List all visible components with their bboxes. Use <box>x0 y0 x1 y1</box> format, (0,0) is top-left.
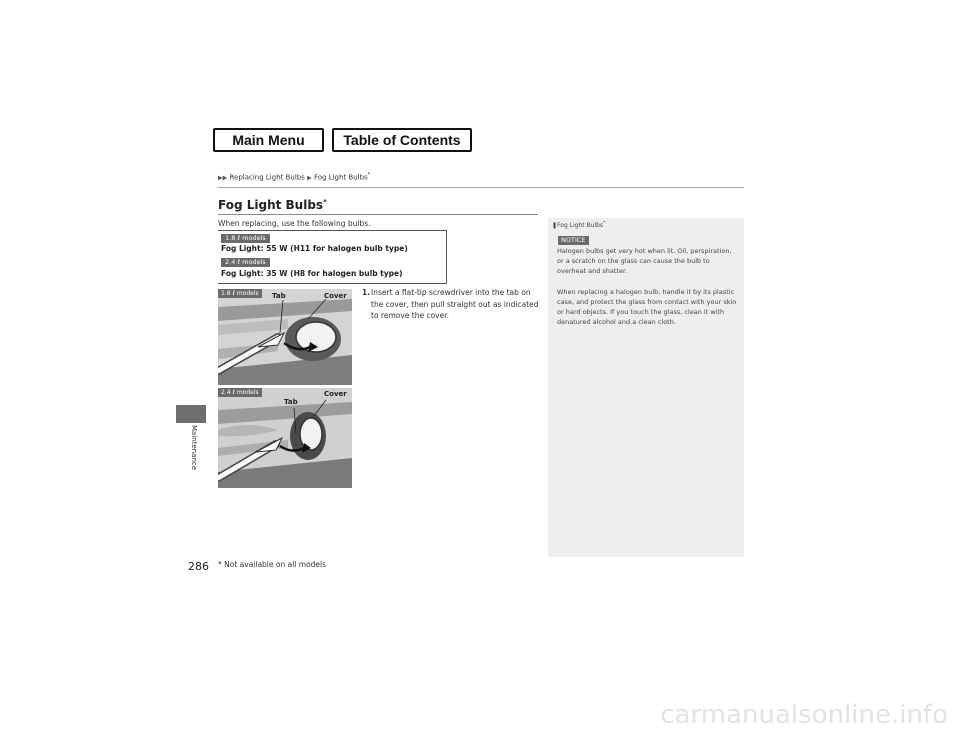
fog-light-photo <box>218 388 352 488</box>
breadcrumb-marker: * <box>367 172 371 178</box>
intro-text: When replacing, use the following bulbs. <box>218 219 371 228</box>
page-title-text: Fog Light Bulbs <box>218 198 324 212</box>
side-note-paragraph: Halogen bulbs get very hot when lit. Oil, perspiration, or a scratch on the glass can cause the bulb to overheat and shatter. <box>557 247 732 275</box>
watermark: carmanualsonline.info <box>660 700 948 730</box>
side-note-title <box>552 221 605 229</box>
figure-cover-label: Cover <box>324 390 347 398</box>
notice-badge: NOTICE <box>558 236 589 245</box>
page-number: 286 <box>188 560 209 573</box>
figure-cover-label: Cover <box>324 292 347 300</box>
table-of-contents-button[interactable]: Table of Contents <box>332 128 472 152</box>
main-menu-button[interactable]: Main Menu <box>213 128 324 152</box>
spec-badge: 1.8 ℓ models <box>221 234 270 243</box>
side-note-marker: * <box>603 221 606 226</box>
fog-light-photo <box>218 289 352 385</box>
breadcrumb <box>218 172 370 181</box>
breadcrumb-current: Fog Light Bulbs <box>313 173 368 182</box>
figure-tab-label: Tab <box>272 292 286 300</box>
step-number: 1. <box>362 288 371 297</box>
step-text: Insert a flat-tip screwdriver into the tab on the cover, then pull straight out as indicated to remove the cover. <box>371 288 539 320</box>
spec-line: Fog Light: 35 W (H8 for halogen bulb type) <box>221 269 403 278</box>
fog-light-illustration <box>218 289 352 385</box>
breadcrumb-arrow-icon: ▶ <box>307 174 312 182</box>
title-divider <box>218 214 538 215</box>
page-title <box>218 198 327 212</box>
header-divider <box>218 187 744 188</box>
side-note-title-text: Fog Light Bulbs <box>557 222 604 229</box>
spec-badge: 2.4 ℓ models <box>221 258 270 267</box>
footnote: * Not available on all models <box>218 560 327 569</box>
breadcrumb-arrow-icon: ▶▶ <box>218 174 228 182</box>
section-tab <box>176 405 206 423</box>
figure-badge: 2.4 ℓ models <box>218 388 262 397</box>
figure-tab-label: Tab <box>284 398 298 406</box>
instruction-step <box>362 287 542 322</box>
section-tab-label: Maintenance <box>190 425 198 471</box>
page-title-marker: * <box>323 198 327 206</box>
reference-icon: ❚ <box>552 222 558 229</box>
spec-line: Fog Light: 55 W (H11 for halogen bulb type) <box>221 244 408 253</box>
figure-badge: 1.8 ℓ models <box>218 289 262 298</box>
breadcrumb-parent[interactable]: Replacing Light Bulbs <box>229 173 305 182</box>
side-note-paragraph: When replacing a halogen bulb, handle it by its plastic case, and protect the glass from contact with your skin or hard objects. If you touch the glass, clean it with denatured alcohol and a clean cloth. <box>557 288 737 326</box>
